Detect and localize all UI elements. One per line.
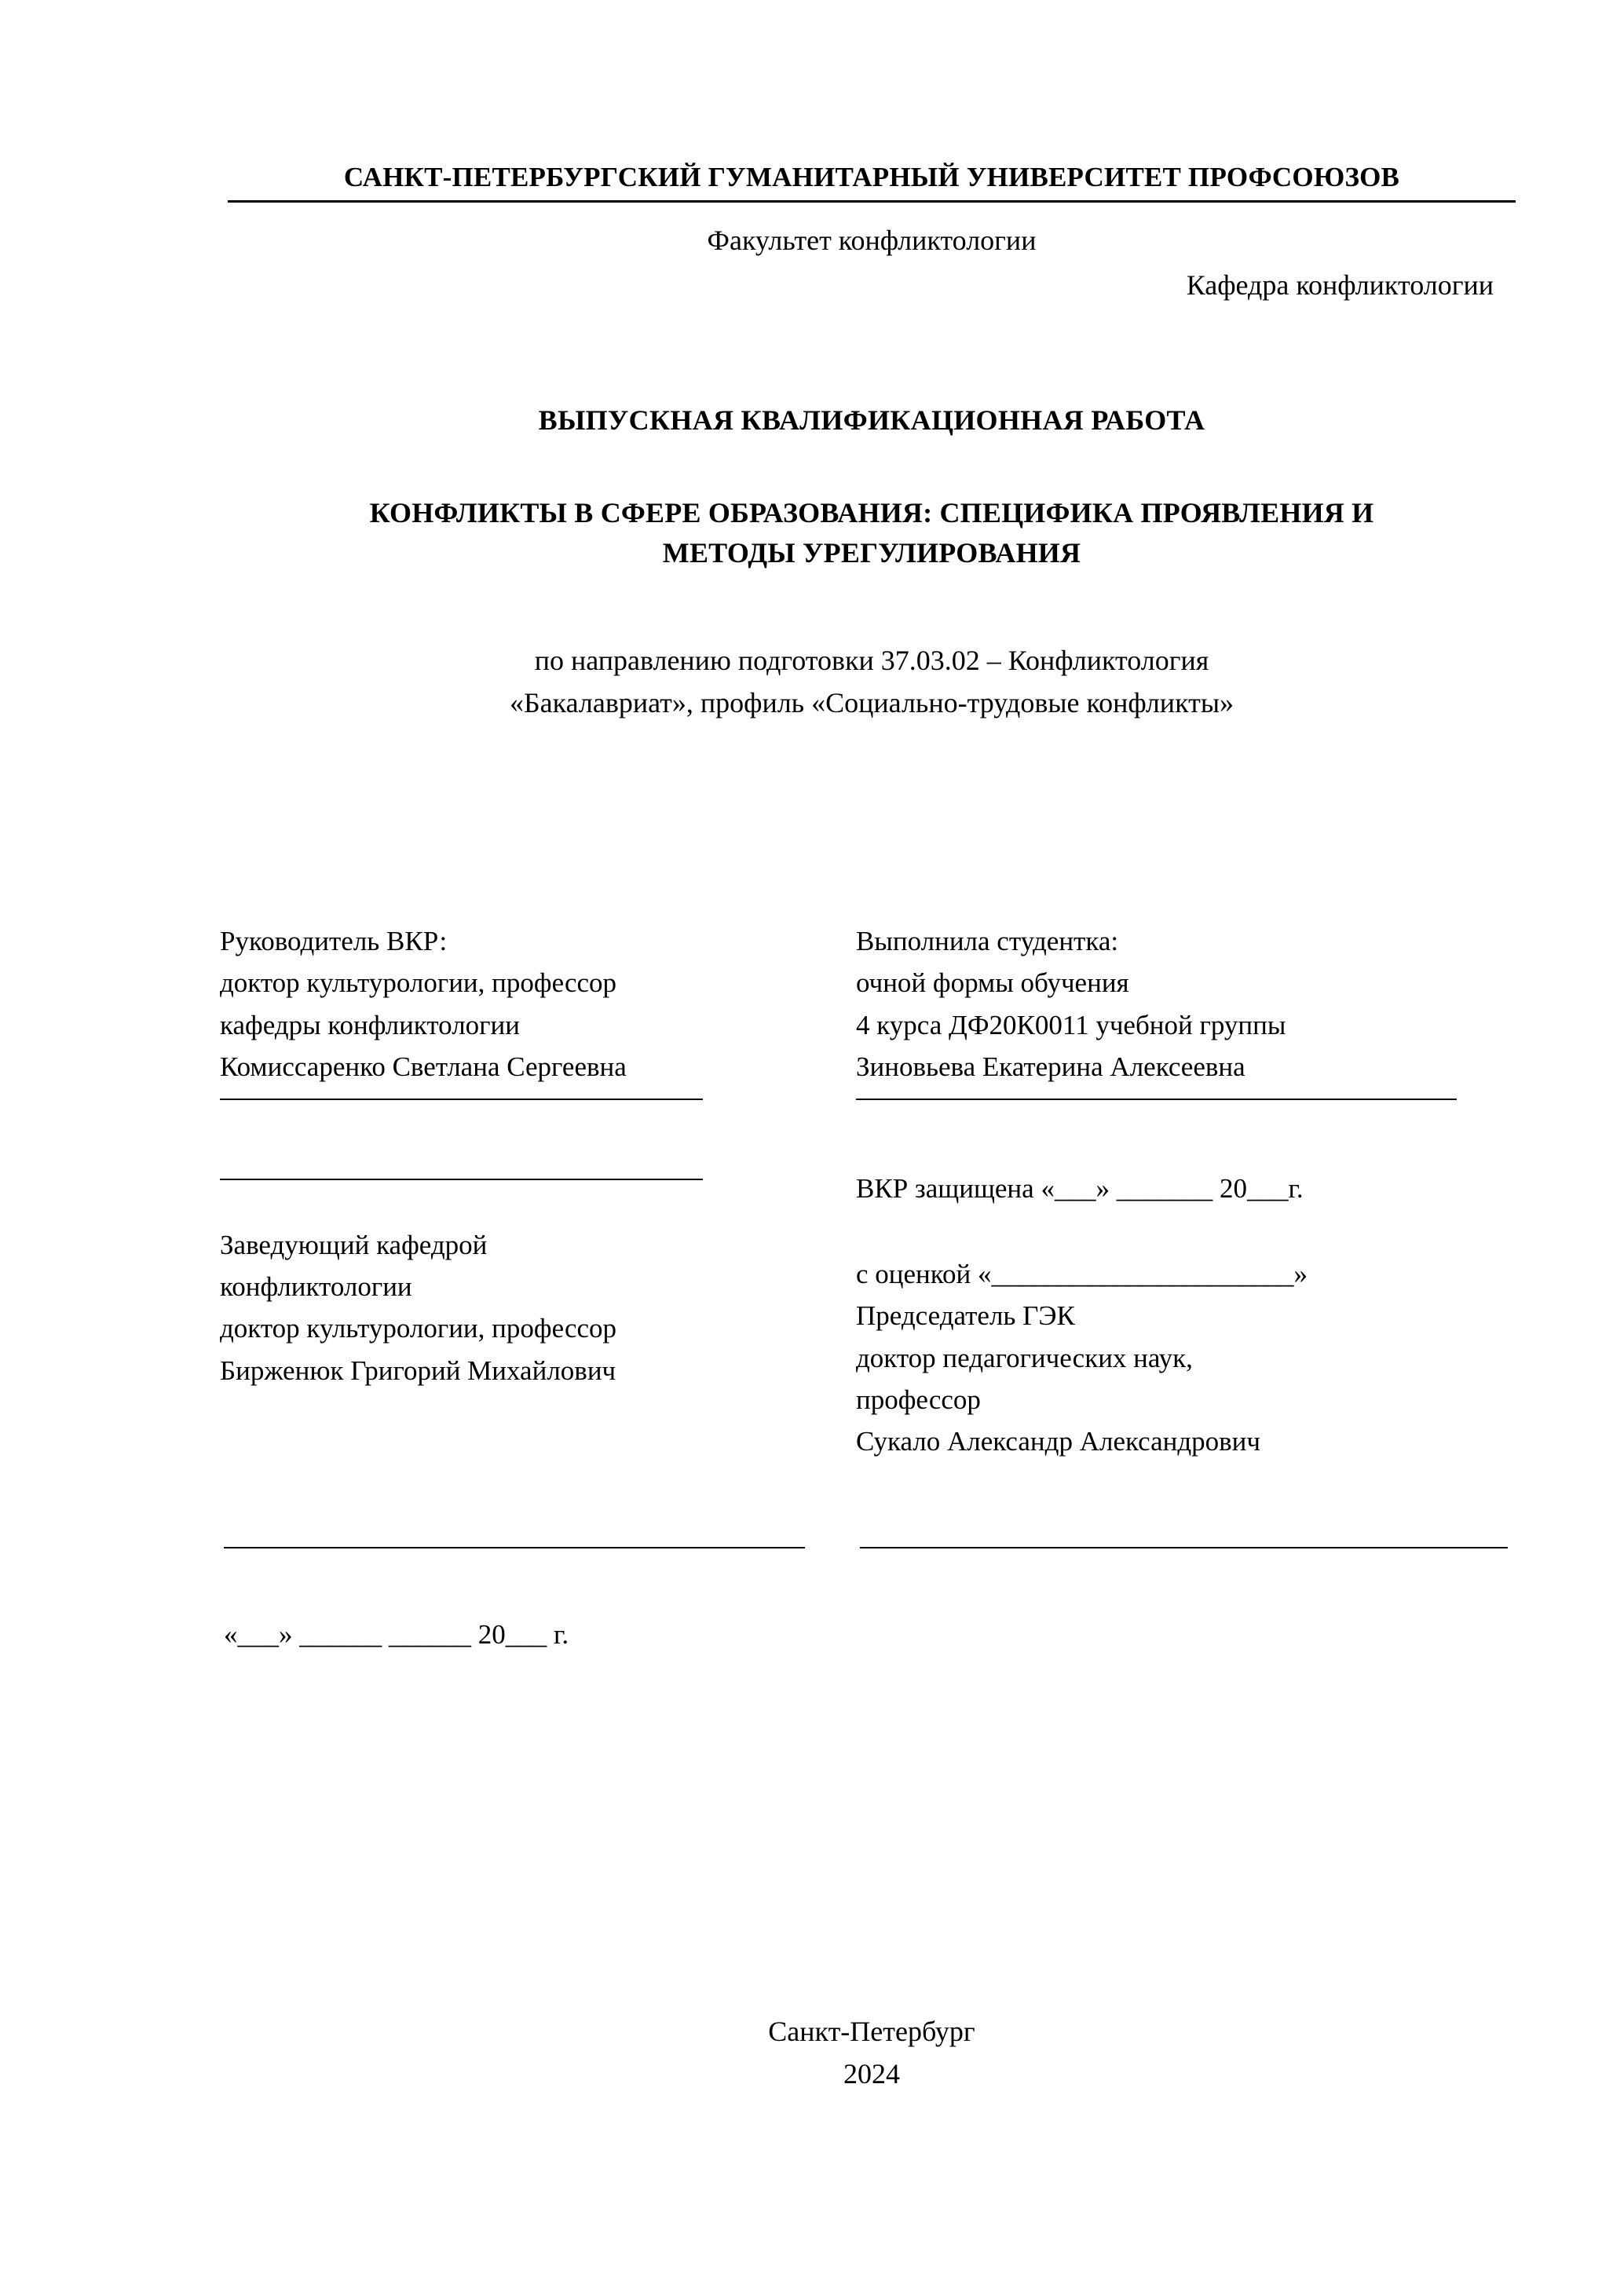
chairman-line-1: доктор педагогических наук, bbox=[856, 1342, 1193, 1373]
chairman-signature-line bbox=[860, 1547, 1508, 1548]
document-footer bbox=[220, 2010, 1523, 2095]
direction-line-2: «Бакалавриат», профиль «Социально-трудовые конфликты» bbox=[509, 687, 1234, 719]
spacer bbox=[220, 1180, 817, 1224]
header-divider bbox=[228, 200, 1516, 203]
chairman-line-3: Сукало Александр Александрович bbox=[856, 1425, 1261, 1457]
university-name: САНКТ-ПЕТЕРБУРГСКИЙ ГУМАНИТАРНЫЙ УНИВЕРСИТЕТ ПРОФСОЮЗОВ bbox=[343, 162, 1400, 192]
footer-year: 2024 bbox=[843, 2058, 900, 2089]
spacer bbox=[856, 1100, 1523, 1168]
department-name: Кафедра конфликтологии bbox=[1186, 269, 1494, 301]
head-department-signature-line bbox=[224, 1547, 805, 1548]
bottom-signature-rules bbox=[220, 1547, 1523, 1578]
head-department-line-3: доктор культурологии, профессор bbox=[220, 1313, 617, 1344]
supervisor-line-1: доктор культурологии, профессор bbox=[220, 967, 617, 999]
student-line-2: 4 курса ДФ20К0011 учебной группы bbox=[856, 1009, 1286, 1040]
spacer bbox=[220, 1100, 817, 1168]
head-department-line-4: Бирженюк Григорий Михайлович bbox=[220, 1355, 616, 1386]
work-type: ВЫПУСКНАЯ КВАЛИФИКАЦИОННАЯ РАБОТА bbox=[538, 404, 1205, 436]
signature-block bbox=[220, 920, 1523, 1517]
student-line-1: очной формы обучения bbox=[856, 967, 1129, 999]
faculty-name: Факультет конфликтологии bbox=[707, 225, 1037, 256]
student-line-3: Зиновьева Екатерина Алексеевна bbox=[856, 1051, 1245, 1082]
student-label: Выполнила студентка: bbox=[856, 926, 1119, 957]
work-title: КОНФЛИКТЫ В СФЕРЕ ОБРАЗОВАНИЯ: СПЕЦИФИКА ПРОЯВЛЕНИЯ И МЕТОДЫ УРЕГУЛИРОВАНИЯ bbox=[369, 497, 1374, 569]
supervisor-line-3: Комиссаренко Светлана Сергеевна bbox=[220, 1051, 627, 1082]
signature-column-left bbox=[220, 920, 817, 1391]
head-department-line-2: конфликтологии bbox=[220, 1271, 412, 1303]
footer-city: Санкт-Петербург bbox=[768, 2016, 975, 2047]
grade-line: с оценкой «______________________» bbox=[856, 1259, 1308, 1290]
defense-date-line: ВКР защищена «___» _______ 20___г. bbox=[856, 1172, 1304, 1204]
supervisor-line-2: кафедры конфликтологии bbox=[220, 1009, 520, 1040]
page-content bbox=[220, 0, 1523, 2296]
bottom-date-line: «___» ______ ______ 20___ г. bbox=[224, 1619, 569, 1651]
supervisor-label: Руководитель ВКР: bbox=[220, 926, 448, 957]
chairman-label: Председатель ГЭК bbox=[856, 1300, 1075, 1332]
signature-column-right bbox=[856, 920, 1523, 1462]
chairman-line-2: профессор bbox=[856, 1384, 981, 1415]
direction-line-1: по направлению подготовки 37.03.02 – Конфликтология bbox=[534, 645, 1209, 677]
head-department-line-1: Заведующий кафедрой bbox=[220, 1229, 488, 1260]
spacer bbox=[856, 1209, 1523, 1253]
